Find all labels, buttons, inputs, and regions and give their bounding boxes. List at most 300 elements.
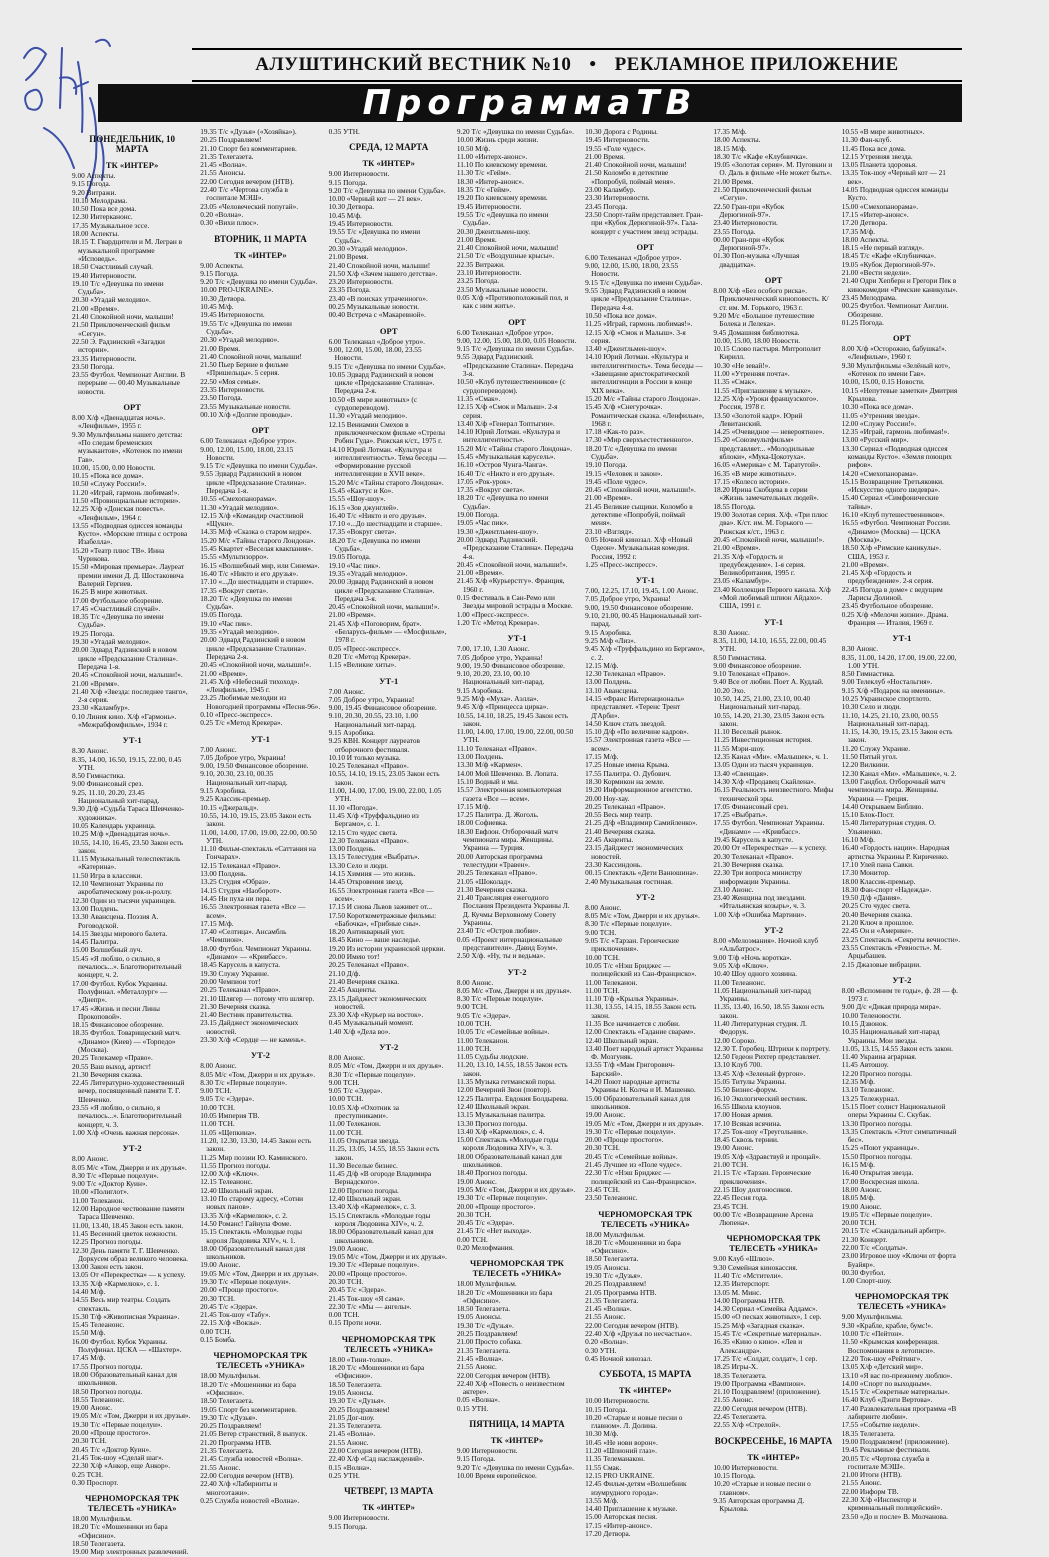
program-item: 9.00 Финансовый срез. — [72, 779, 144, 789]
program-item: 19.30 Т/с «Дузья». — [585, 1271, 643, 1280]
program-item: 23.50 Погода. — [200, 393, 243, 403]
program-item: 15.15 Спектакль «Молодые годы короля Людовика XIV», ч. 2. — [328, 1210, 431, 1228]
program-item: 0.15 УТН. — [456, 1403, 489, 1413]
program-item: 0.45 Музыкальный момент. — [328, 1018, 414, 1028]
schedule-column — [72, 128, 192, 1557]
program-item: 11.35 «Смак». — [713, 377, 757, 387]
channel-heading: ЧЕРНОМОРСКАЯ ТРК ТЕЛЕСЕТЬ «УНИКА» — [854, 1291, 949, 1312]
program-item: 10.00 ТСН. — [200, 1102, 235, 1112]
program-item: 21.00 Время. — [585, 151, 625, 161]
program-item: 18.00 Образовательный канал для школьников. — [72, 1369, 177, 1388]
channel-heading: УТ-2 — [764, 925, 784, 936]
program-item: 15.50 Бизнес-форум. — [713, 1085, 778, 1095]
program-item: 21.00 «Время». — [456, 568, 504, 578]
program-item: 23.45 Погода. — [585, 201, 628, 211]
program-item: 21.10 Д/ф. — [328, 968, 361, 978]
program-item: 9.00, 19.45 Финансовое обозрение. — [328, 703, 437, 713]
program-item: 19.00 Анонс. — [72, 1403, 113, 1413]
program-item: 18.15 Т. Гвардцители и М. Легран в музыкальной программе «Исповедь». — [72, 237, 183, 263]
program-item: 14.25 «Очевидное — невероятное». — [713, 427, 825, 437]
program-item: 12.10 Чемпионат Украины по акробатическому рок-н-роллу. — [72, 879, 172, 897]
program-item: 2.15 Джазовые вибрации. — [841, 959, 921, 969]
program-item: 0.05 Х/ф «Противоположный пол, и как с ним жить». — [456, 292, 569, 311]
program-item: 11.30 Веселые бизнес. — [328, 1160, 398, 1170]
program-item: 21.00 «Время». — [72, 303, 120, 313]
program-item: 20.00 Эдвард Радзинский. «Предсказание Сталина». Передача 4-я. — [456, 534, 574, 561]
program-item: 17.00 Новая армия. — [713, 1110, 773, 1120]
program-item: 15.55 «Шоу-шоу». — [328, 494, 386, 504]
program-item: 16.10 «Клуб путешественников». — [841, 510, 945, 520]
program-item: 11.35 Музыка гетманской поры. — [456, 1077, 556, 1087]
program-item: 11.20, 12.30, 13.30, 14.45 Закон есть закон. — [200, 1135, 312, 1154]
program-item: 12.15 Вениамин Смехов в приключенческом фильме «Стрелы Робин Гуда». Рижская к/ст., 1975 г. — [328, 419, 446, 446]
program-item: 12.30 Один из тысячи украинцев. — [72, 895, 176, 905]
program-item: 20.00 Эдвард Радзинский в новом цикле «Предсказание Сталина». Передача 1-я. — [72, 645, 178, 671]
program-item: 10.05 Т/с «Семейные войны». — [456, 1027, 550, 1037]
program-item: 22.00 Сегодня вечером (НТВ). — [200, 176, 295, 186]
program-item: 22.50 «Моя семья». — [200, 376, 261, 386]
program-item: 11.00, 14.00, 17.00, 19.00, 22.00, 00.50 УТН. — [200, 827, 317, 845]
program-item: 14.30 Х/ф «Продавец Скайлена». — [713, 776, 816, 786]
program-item: 9.00 Д/с «Дикая природа мира». — [841, 1002, 941, 1012]
program-item: 13.45 Х/ф «Зеленый фургон». — [713, 1068, 806, 1078]
program-item: 18.30 Фан-спорт «Надежда». — [841, 884, 932, 894]
program-item: 10.00, 15.00, 18.00 Новости. — [713, 335, 801, 345]
program-item: 18.00 Аспекты. — [72, 229, 120, 239]
program-item: 8.30 Т/с «Первые поцелуи». — [585, 919, 672, 929]
program-item: 14.55 Весь мир театры. Создать спектакль. — [72, 1295, 171, 1313]
program-item: 13.55 Т/ф «Мам Григорович-Барский». — [585, 1060, 675, 1078]
program-item: 13.25 Студия «Образ». — [200, 877, 271, 887]
program-item: 21.50 Коломбо в детективе «Попробуй, поймай меня». — [585, 168, 676, 186]
program-item: 17.55 Футбол. Чемпионат Украины. «Динамо» — «Кривбасс». — [713, 818, 825, 836]
program-item: 19.00 Поздравляем! (приложение). — [841, 1436, 950, 1446]
program-item: 12.00 Сороко. — [713, 1035, 757, 1045]
program-item: 19.05 М/с «Том, Джерри и их друзья». — [585, 1118, 704, 1128]
program-item: 18.55 Телеанонс. — [72, 1394, 125, 1404]
program-item: 23.40 Интерновости. — [713, 218, 778, 228]
program-item: 18.25 Игры-Х. — [713, 1362, 758, 1372]
program-item: 9.20 Т/с «Девушка по имени Судьба». — [456, 127, 575, 136]
program-item: 21.00 «Время». — [841, 559, 889, 569]
program-item: 19.45 Карусель в капусте. — [713, 835, 794, 845]
day-heading: ВОСКРЕСЕНЬЕ, 16 МАРТА — [714, 1435, 833, 1446]
program-item: 18.20 Т/с «Девушка по имени Судьба». — [328, 535, 421, 554]
program-item: 20.45 Т/с «Доктор Куин». — [72, 1444, 151, 1454]
program-item: 0.25 Х/ф «Мелочи жизни». Драма. Франция — Италия, 1969 г. — [841, 609, 949, 627]
program-item: 9.00 ТСН. — [585, 927, 617, 937]
program-item: 10.00 Интерновости. — [585, 1396, 650, 1406]
program-item: 9.00 Т/с «Доктор Куин». — [72, 1179, 148, 1189]
program-item: 17.15 М/ф. — [456, 801, 491, 811]
program-item: 12.40 Школьный экран. — [585, 1035, 659, 1045]
program-item: 9.20 Т/с «Девушка по имени Судьба». — [328, 185, 446, 195]
program-item: 19.20 Из истории украинской церкви. — [328, 943, 446, 953]
program-item: 18.00 Анонс. — [841, 1184, 882, 1194]
program-item: 23.25 Погода. — [456, 276, 500, 286]
program-item: 21.30 Вечерняя сказка. — [72, 1069, 143, 1079]
program-item: 13.30 Прогноз погоды. — [456, 1118, 528, 1128]
program-item: 0.35 УТН. — [328, 127, 360, 136]
program-item: 14.40 Открываем Библию. — [841, 801, 924, 811]
program-item: 10.15 «Джеральд». — [200, 802, 259, 812]
program-item: 23.50 Телеанонс. — [585, 1193, 638, 1203]
program-item: 11.05, 13.15, 14.55 Закон есть закон. — [841, 1043, 953, 1053]
program-item: 15.55 «Мультизорро». — [200, 552, 269, 562]
program-item: 21.50 Х/ф «Зачем нашего детства». — [328, 268, 438, 278]
program-item: 11.55 Мэри-шоу. — [713, 743, 765, 753]
program-item: 21.10 Шлягер — потому что шлягер. — [200, 993, 315, 1003]
program-item: 21.55 Анонсы. — [200, 168, 246, 178]
program-item: 0.20 Мелофмания. — [456, 1243, 514, 1252]
program-item: 11.25, 13.05, 14.55, 18.55 Закон есть закон. — [328, 1144, 440, 1162]
program-item: 13.00 Гандбол. Отборочный матч чемпионата мира. Женщины. Украина — Греция. — [841, 776, 945, 803]
program-item: 0.15 Бомба. — [200, 1335, 236, 1345]
program-item: 11.10 Фильм-спектакль «Саттания на Гончарах». — [200, 844, 317, 862]
program-item: 1.00 Спорт-шоу. — [841, 1276, 892, 1286]
program-item: 17.18 «Как-то раз». — [585, 427, 645, 437]
program-item: 8.00 «Вспомним те годы», ф. 28 — ф. 1973 г. — [841, 985, 958, 1004]
program-item: 11.00 ТСН. — [456, 1043, 492, 1053]
program-item: 19.55 Т/с «Девушка по имени Судьба». — [456, 209, 549, 228]
channel-heading: ЧЕРНОМОРСКАЯ ТРК ТЕЛЕСЕТЬ «УНИКА» — [598, 1208, 693, 1229]
program-item: 9.00 Мультфильмы. — [841, 1312, 903, 1322]
program-item: 12.45 Фильм-детям «Волшебник изумрудного города». — [585, 1479, 687, 1497]
channel-heading: УТ-2 — [379, 1041, 399, 1052]
program-item: 17.25 Т/с «Солдат, солдат», 1 сер. — [713, 1353, 818, 1363]
program-item: 21.00 «Вести недели». — [841, 268, 912, 278]
program-item: 12.00 Вечерний Звон (повтор). — [456, 1085, 552, 1095]
program-item: 18.35 Телегазета. — [713, 1370, 767, 1380]
program-item: 23.15 Дайджест экономических новостей. — [200, 1018, 299, 1036]
program-item: 14.45 Откровения звезд. — [328, 877, 404, 887]
program-item: 7.05 Доброе утро, Украина! — [200, 752, 286, 762]
program-item: 20.45 «Спокойной ночи, малыши!». — [456, 559, 568, 569]
program-item: 13.35 Х/ф «Кармелюк», с. 1. — [72, 1278, 160, 1288]
program-item: 9.00 Интерновости. — [328, 169, 390, 179]
channel-heading: ОРТ — [379, 325, 398, 336]
program-item: 22.55 Х/ф «Стрелой». — [713, 1420, 781, 1430]
program-item: 7.05 Доброе утро, Украина! — [585, 594, 671, 604]
program-item: 10.20 Эхо. — [713, 685, 746, 695]
program-item: 19.00 Анонс. — [456, 1176, 497, 1186]
program-item: 17.35 «Вокруг света». — [456, 485, 525, 495]
program-item: 13.40 Х/ф «Генерал Топтыгин». — [456, 418, 555, 428]
program-item: 18.55 Погода. — [713, 501, 756, 511]
program-item: 20.25 Телеканал «Право». — [328, 960, 409, 970]
program-item: 18.00 Мультфильм. — [585, 1229, 645, 1239]
program-item: 23.35 Интерновости. — [72, 353, 137, 363]
program-item: 10.50 «Пока все дома». — [585, 310, 657, 320]
program-item: 12.25 Палитра. Евдокия Болдырева. — [456, 1093, 569, 1103]
program-item: 18.20 Т/с «Девушка по имени Судьба». — [456, 493, 549, 511]
program-item: 19.00 Анонс. — [713, 1143, 754, 1153]
program-item: 21.45 Х/ф «Гордость и предубеждение». 2-я серия. — [841, 568, 934, 586]
program-item: 13.15 Музыкальная палитра. — [456, 1110, 546, 1120]
program-item: 19.05 Погода. — [200, 610, 243, 620]
program-item: 17.35 М/ф. — [841, 226, 875, 236]
program-item: 23.10 Интерновости. — [456, 268, 522, 278]
program-item: 17.10 Улей пана Савки. — [841, 859, 914, 869]
program-item: 10.00 Теленовости. — [841, 1010, 902, 1020]
schedule-column — [456, 127, 577, 1480]
program-item: 18.15 «Не первый взгляд». — [841, 243, 924, 253]
program-item: 21.00 Время. — [456, 234, 497, 244]
program-item: 15.40 Сериал «Симфонические тайны». — [841, 493, 939, 511]
channel-heading: УТ-2 — [635, 891, 655, 902]
program-item: 6.00 Телеканал «Доброе утро». — [200, 436, 297, 446]
program-item: 22.00 Сегодня вечером (НТВ). — [328, 1446, 423, 1456]
program-item: 19.55 «Голе чудес». — [585, 143, 646, 153]
program-item: 13.35 Х/ф «Кармелюк», с. 2. — [200, 1210, 288, 1220]
program-item: 10.15 Дзвонок. — [841, 1018, 888, 1028]
program-item: 14.10 Юрий Лотман. «Культура и интеллигентность». — [456, 427, 561, 445]
program-item: 0.45 Ночной кинозал. — [585, 1353, 653, 1363]
program-item: 21.40 Вестник правительства. — [200, 1010, 293, 1020]
program-item: 13.35 Спектакль «Этот симпатичный бес». — [841, 1126, 957, 1145]
program-item: 21.45 Великие сыщики. Коломбо в детективе «Попробуй, поймай меня». — [585, 501, 693, 528]
program-item: 9.00, 19.50 Финансовое обозрение. — [200, 761, 309, 771]
program-item: 21.50 Приключенческий фильм «Сегун». — [713, 185, 812, 203]
channel-heading: ЧЕРНОМОРСКАЯ ТРК ТЕЛЕСЕТЬ «УНИКА» — [213, 1350, 308, 1371]
program-item: 11.30 «Угадай мелодию». — [200, 502, 279, 512]
program-item: 2.40 Музыкальная гостиная. — [585, 876, 673, 886]
program-item: 21.45 «Волна». — [328, 1429, 376, 1439]
program-item: 21.00 Время. — [328, 252, 369, 262]
program-item: 9.00 ТСН. — [456, 1002, 488, 1012]
program-item: 9.30 «Крабле, крабле, бумс!». — [841, 1320, 933, 1330]
program-item: 17.35 «Вокруг света». — [200, 585, 269, 595]
program-item: 21.30 Вечерняя сказка. — [456, 884, 528, 894]
program-item: 23.25 Любимые мелодии из Новогодней программы «Песня-96». — [200, 693, 321, 711]
program-item: 18.45 Карусель в капуста. — [200, 960, 281, 970]
program-item: 12.00 «Служу России!». — [841, 418, 917, 428]
program-item: 21.05 «Шоколад». — [456, 876, 513, 886]
program-item: 10.50 М/ф. — [456, 143, 491, 153]
program-item: 21.00 Время. — [200, 343, 241, 353]
program-item: 9.25 Классик-премьер. — [200, 794, 271, 804]
program-item: 22.45 Акценты. — [328, 985, 377, 995]
program-item: 19.00 Анонс. — [585, 1110, 626, 1120]
program-item: 17.35 Музыкальное эссе. — [72, 220, 150, 230]
program-item: 22.30 Т/с «Мы — ангелы». — [328, 1301, 412, 1311]
program-item: 13.05 М. Минс. — [713, 1287, 762, 1297]
program-item: 15.00 Авторская песня. — [585, 1512, 658, 1522]
program-item: 16.10 М/ф. — [841, 835, 875, 845]
program-item: 11.40 Т/с «Мстители». — [713, 1271, 783, 1280]
program-item: 16.40 Т/с «Никто и его друзья». — [456, 468, 555, 478]
program-item: 8.30 Т/с «Первые поцелуи». — [328, 1069, 416, 1079]
program-item: 20.25 Поздравляем! — [200, 135, 262, 145]
program-item: 8.30 Т/с «Первые поцелуи». — [456, 994, 544, 1004]
program-item: 21.40 Спокойной ночи, малыши! — [456, 243, 559, 253]
program-item: 20.45 «Спокойной ночи, малыши!». — [328, 602, 440, 612]
program-item: 9.00 Аспекты. — [72, 171, 116, 180]
program-item: 9.15 Т/с «Девушка по имени Судьба». — [456, 344, 575, 354]
program-item: 11.45 Д/ф «В огороде Владимира Вернадского». — [328, 1169, 432, 1187]
program-item: 8.00 Анонс. — [456, 977, 494, 987]
program-item: 21.30 Концерт. — [841, 1234, 888, 1244]
program-item: 13.10 Авансцена. — [585, 685, 639, 695]
program-item: 9.30 Мультфильмы нашего детства: «По следам бременских музыкантов», «Котенок по имени Гав». — [72, 429, 183, 464]
program-item: 11.25 «Играй, гармонь любимая!». — [585, 319, 693, 329]
program-item: 19.55 Т/с «Девушка по имени Судьба». — [200, 318, 292, 336]
program-item: 13.00 Полдень. — [72, 903, 119, 913]
program-item: 11.35 «Смак». — [456, 393, 501, 403]
channel-heading: ОРТ — [893, 333, 911, 344]
program-item: 0.15 Фестиваль в Сан-Ремо или Звезды мировой эстрады в Москве. — [456, 593, 573, 611]
program-item: 19.40 Интерновости. — [72, 270, 137, 280]
program-item: 10.55, 14.10, 16.45, 23.50 Закон есть закон. — [72, 837, 184, 855]
day-heading: ЧЕТВЕРГ, 13 МАРТА — [344, 1486, 434, 1497]
program-item: 00.00 Т/с «Возвращение Арсена Люпена». — [713, 1209, 813, 1228]
program-item: 16.10 «Остров Чунга-Чанга». — [456, 460, 548, 470]
program-item: 15.45 «Я люблю, о сильно, я печалюсь...». Благотворительный концерт, ч. 2. — [72, 953, 182, 980]
channel-heading: УТ-2 — [250, 1050, 270, 1061]
masthead-right: РЕКЛАМНОЕ ПРИЛОЖЕНИЕ — [614, 54, 899, 75]
program-item: 18.20 Ирина Скобцева в серии «Жизнь замечательных людей». — [713, 485, 819, 503]
program-item: 11.25 Мир поэзии Ю. Каминского. — [200, 1152, 308, 1162]
program-item: 9.25 М/ф «Муха». Аэлла». — [456, 694, 539, 703]
program-item: 20.00 «Проще простого». — [585, 1135, 664, 1145]
program-item: 10.00 Жизнь среди жизни. — [456, 135, 539, 145]
program-item: 17.35 М/ф. — [713, 127, 747, 136]
day-heading: ПОНЕДЕЛЬНИК, 10 МАРТА — [89, 134, 176, 154]
program-item: 11.10 Телеканал «Право». — [456, 743, 537, 753]
channel-heading: ОРТ — [123, 402, 141, 413]
program-item: 9.55 Эдвард Радзинский в новом цикле «Предсказание Сталина». Передача 4-я. — [585, 286, 692, 312]
program-item: 1.15 «Великие хиты». — [328, 660, 397, 670]
program-item: 9.05 Т/с «Эдера». — [328, 1086, 383, 1096]
program-item: 18.35 Т/с «Гейм». — [456, 185, 512, 195]
program-item: 9.45 Домашняя библиотека. — [713, 327, 800, 337]
program-item: 15.20 «Театр плюс ТВ». Инна Чурикова. — [72, 545, 165, 564]
program-item: 23.05 «Человеческий попугай». — [200, 201, 299, 211]
program-item: 11.00 ТСН. — [585, 985, 620, 995]
program-item: 21.00 «Время». — [585, 493, 633, 503]
program-item: 21.35 Телегазета. — [328, 1421, 382, 1431]
program-item: 21.20 Ключ в прошлое. — [841, 918, 914, 928]
channel-heading: УТ-1 — [122, 735, 142, 746]
program-item: 20.30 «Угадай мелодию». — [328, 243, 408, 253]
program-item: 12.35 Канал «Ми». «Малышек», ч. 1. — [713, 752, 829, 762]
program-item: 13.10 «Я вас по-прежнему люблю». — [841, 1370, 953, 1380]
program-item: 23.45 ТСН. — [585, 1184, 620, 1194]
program-item: 13.00 Полдень. — [200, 869, 247, 879]
program-item: 10.00 «Полиглот». — [72, 1187, 129, 1197]
program-item: 11.40 Украина аграрная. — [841, 1052, 917, 1062]
program-item: 8.00 Х/ф «Двенадцатая ночь». «Ленфильм», 1955 г. — [72, 413, 166, 431]
program-item: 13.40 Х/ф «Кармелюк», с. 3. — [328, 1202, 417, 1212]
program-item: 15.15 Поет солист Национальной оперы Украины С. Скубак. — [841, 1101, 946, 1120]
day-heading: СУББОТА, 15 МАРТА — [599, 1369, 692, 1380]
channel-heading: ТК «ИНТЕР» — [234, 249, 287, 260]
program-item: 20.45 «Спокойной ночи, малыши!». — [72, 670, 183, 680]
program-item: 11.10 Т/ф «Крылья Украины». — [585, 994, 679, 1004]
schedule-column — [713, 127, 834, 1514]
program-item: 17.50 Короткометражные фильмы: «Бабочка», «Грибные сны». — [328, 910, 437, 928]
program-item: 15.00 Спектакль «Молодые годы короля Людовика XIV», ч. 3. — [456, 1135, 559, 1153]
program-item: 19.05 «Золотая серия». М. Пуговкин и О. Даль в фильме «Не может быть». — [713, 160, 833, 178]
program-item: 19.00 Погода. — [456, 510, 500, 520]
program-item: 12.15 М/ф. — [585, 660, 619, 670]
program-item: 12.30 Т. Горобец. Штрихи к портрету. — [713, 1043, 830, 1053]
program-item: 17.25 Палитра. Д. Жоголь. — [456, 810, 539, 820]
channel-heading: УТ-1 — [507, 633, 527, 644]
program-item: 21.00 «Время». — [200, 668, 248, 678]
program-item: 11.05 «Утренняя звезда». — [841, 410, 920, 420]
program-item: 16.40 Т/с «Никто и его друзья». — [328, 510, 427, 520]
program-item: 11.30 Фан-клуб. — [841, 135, 892, 145]
program-item: 14.40 М/ф. — [72, 1287, 106, 1296]
program-item: 00.10 Х/ф «Долгие проводы». — [200, 409, 293, 419]
program-item: 21.45 «Волна». — [585, 1304, 632, 1314]
program-item: 23.30 Х/ф «Сердце — не камень». — [200, 1034, 306, 1044]
program-item: 23.10 Анонс. — [713, 884, 754, 894]
program-item: 21.05 Дог-шоу. — [328, 1412, 375, 1422]
program-item: 13.00 Полдень. — [456, 752, 504, 762]
program-item: 17.35 «Вокруг света». — [328, 527, 397, 537]
program-item: 22.35 Витражи. — [456, 259, 505, 269]
program-item: 10.15 Слово пастыря. Митрополит Кирилл. — [713, 344, 821, 362]
program-item: 10.00, 15.00, 0.15 Новости. — [841, 377, 925, 387]
banner — [98, 84, 962, 122]
program-item: 11.45 Х/ф «Труффальдино из Бергамо», с. 1. — [328, 810, 419, 829]
program-item: 20.00 Эдвард Радзинский в новом цикле «Предсказание Сталина». Передача 2-я. — [200, 635, 307, 661]
program-item: 11.00 «Интерх-анонс». — [456, 151, 528, 161]
channel-heading: ОРТ — [764, 275, 783, 286]
program-item: 21.30 Вечерняя сказка. — [713, 859, 784, 869]
program-item: 22.40 Х/ф «Повесть о неизвестном актере». — [456, 1378, 565, 1397]
program-item: 12.00 Прогноз погоды. — [328, 1185, 399, 1195]
program-item: 9.15 Погода. — [328, 1521, 368, 1531]
program-item: 9.00 ТСН. — [328, 1077, 360, 1087]
program-item: 19.35 «Угадай мелодию». — [200, 627, 280, 637]
program-item: 12.25 Х/ф «Уроки французского». Россия, 1978 г. — [713, 393, 819, 412]
program-item: 16.35 «Кино о кино». «Лев и Александра». — [713, 1337, 803, 1355]
program-item: 8.50 Гимнастика. — [713, 652, 767, 662]
program-item: 23.15 Дайджест экономических новостей. — [585, 843, 684, 861]
program-item: 18.35 Телегазета. — [841, 1428, 895, 1438]
program-item: 23.45 ТСН. — [713, 1201, 749, 1211]
program-item: 15.57 Электронная компьютерная газета «Все — всем». — [456, 785, 562, 803]
program-item: 23.55 «Я люблю, о сильно, я печалюсь...». Благотворительный концерт, ч. 3. — [72, 1103, 182, 1129]
program-item: 17.30 «Мир сверхъестественного». — [585, 435, 694, 445]
program-item: 00.40 Встреча с «Макаревной». — [328, 310, 427, 320]
program-item: 19.00 Золотая серия. Х/ф. «Три плюс два». К/ст. им. М. Горького — Рижская к/ст., 1963 г. — [713, 510, 828, 536]
program-item: 12.30 Интерканонс. — [72, 212, 133, 222]
program-item: 17.05 «Рок-урок». — [456, 476, 513, 486]
program-item: 19.20 Информационное агентство. — [585, 785, 693, 795]
program-item: 20.30 ТСН. — [585, 1143, 620, 1153]
program-item: 11.00 «Утренняя почта». — [713, 369, 790, 379]
program-item: 10.30 Село и люди. — [841, 702, 902, 712]
program-item: 19.35 «Угадай мелодию». — [328, 568, 408, 578]
program-item: 11.10 Веселый рынок. — [713, 727, 782, 737]
channel-heading: ОРТ — [636, 241, 655, 252]
program-item: 21.00 Время. — [713, 176, 754, 186]
program-item: 17.55 Палитра. О. Дубович. — [585, 768, 671, 778]
program-item: 0.25 УТН. — [328, 1470, 360, 1480]
program-item: 9.15 Х/ф «Подарок на именины». — [841, 685, 945, 695]
channel-heading: ТК «ИНТЕР» — [747, 1451, 800, 1462]
program-item: 12.15 Х/ф «Смок и Малыш». 3-я серия. — [585, 327, 686, 345]
program-item: 9.15 Погода. — [456, 1454, 496, 1464]
program-item: 10.10 И только музыка. — [328, 752, 401, 762]
program-item: 20.05 Т/с «Чертова служба в госпитале МЭШ». — [841, 1453, 930, 1471]
program-item: 23.40 Женщина под звездами. «Итальянская козырь», ч. 3. — [713, 893, 806, 911]
program-item: 13.55 М/ф. — [585, 1495, 619, 1505]
